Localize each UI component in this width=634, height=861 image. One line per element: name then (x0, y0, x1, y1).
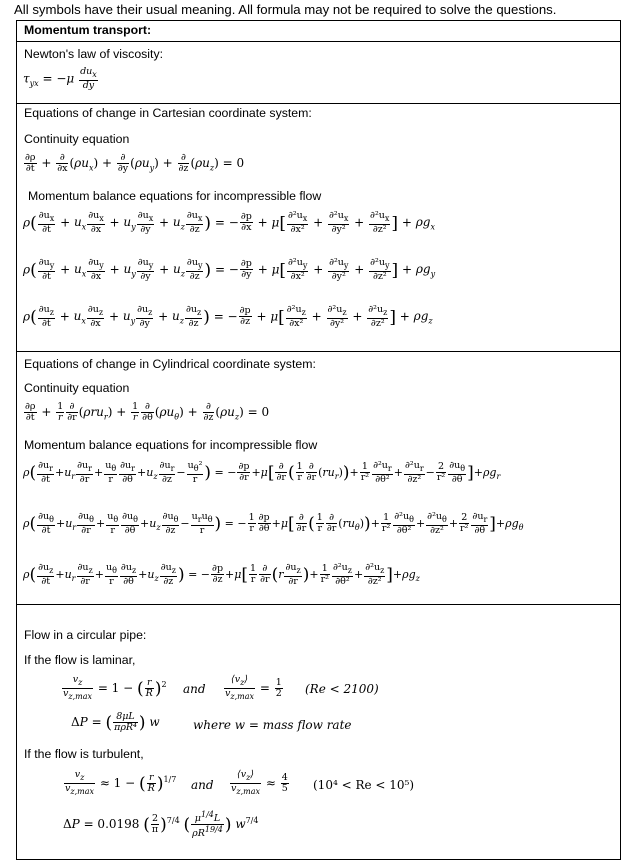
cylindrical-eq-r: ρ( $\frac{\partial u_r}{\partial t}$ $+u_r$ $\frac{\partial u_r}{\partial r}$ + $\frac{u_\theta}{r}$ $\frac{\partial u_r}{\partial\theta}$ $+u_z$ $\frac{\partial u_r}{\partial z}$ − $\frac{u_\theta^2}{r}$ ) = − $\frac{\partial p}{\partial r}$ +μ[ ∂ ∂r ( $\frac{1}{r}$ ∂ ∂r $(ru_r))+$ $\frac{1}{\text{r²}}$ $\frac{\partial^2u_r}{\text{∂θ²}}$ + $\frac{\partial^2u_r}{\text{∂z²}}$ − $\frac{2}{\text{r²}}$ $\frac{\partial u_\theta}{\partial\theta}$ ]$+\rho g_r$ (23, 460, 501, 485)
turbulent-reynolds: (10⁴ < Re < 10⁵) (313, 778, 415, 792)
cartesian-continuity-eq: $\frac{\partial\rho}{\partial t}$ + ∂ ∂x $(\rho u_x)$ + ∂ ∂y $(\rho u_y)$ + ∂ ∂z $(\rho u_z) = 0$ (25, 152, 245, 174)
laminar-eq-average: $⟨v_z⟩$ $v_{z,max}$ = $\frac{1}{2}$ (225, 674, 282, 701)
cartesian-eq-x: ρ( $\frac{\partial u_x}{\partial t}$ + $u_x$ $\frac{\partial u_x}{\partial x}$ + $u_y$ $\frac{\partial u_x}{\partial y}$ + $u_z$ $\frac{\partial u_x}{\partial z}$ ) = − $\frac{\partial p}{\partial x}$ + μ[ $\frac{\partial^2u_x}{\text{∂x²}}$ + $\frac{\partial^2u_x}{\text{∂y²}}$ + $\frac{\partial^2u_x}{\text{∂z²}}$ ] + $\rho g_x$ (23, 210, 435, 235)
momentum-title-row (17, 21, 620, 42)
laminar-where: where w = mass flow rate (193, 718, 352, 732)
turbulent-and: and (191, 778, 214, 792)
cylindrical-continuity-eq: $\frac{\partial\rho}{\partial t}$ + $\frac{1}{r}$ ∂ ∂r (ρru$_r$) + $\frac{1}{r}$ ∂ ∂θ $(\rho u_\theta)$ + ∂ ∂z $(\rho u_z) = 0$ (25, 401, 270, 423)
laminar-reynolds: (Re < 2100) (305, 682, 379, 696)
turbulent-pressure-drop: ΔP = 0.0198 ( $\frac{2}{\pi}$ )$^{7/4}$ ( $\frac{\mu^{1/4}L}{\rho R^{19/4}}$ ) $w^{7/4}$ (63, 810, 259, 840)
cartesian-eq-y: ρ( $\frac{\partial u_y}{\partial t}$ + $u_x$ $\frac{\partial u_y}{\partial x}$ + $u_y$ $\frac{\partial u_y}{\partial y}$ + $u_z$ $\frac{\partial u_y}{\partial z}$ ) = − $\frac{\partial p}{\partial y}$ + μ[ $\frac{\partial^2u_y}{\text{∂x²}}$ + $\frac{\partial^2u_y}{\text{∂y²}}$ + $\frac{\partial^2u_y}{\text{∂z²}}$ ] + $\rho g_y$ (23, 257, 436, 282)
cartesian-momentum-label: Momentum balance equations for incompressible flow (28, 189, 322, 203)
cylindrical-row (17, 351, 620, 605)
laminar-eq-velocity: $v_z$ $v_{z,max}$ = 1 − ( $\frac{r}{R}$ )$^2$ (63, 674, 167, 701)
pipe-title: Flow in a circular pipe: (24, 628, 147, 642)
cylindrical-eq-z: ρ( $\frac{\partial u_z}{\partial t}$ $+u_r$ $\frac{\partial u_z}{\partial r}$ + $\frac{u_\theta}{r}$ $\frac{\partial u_z}{\partial\theta}$ $+u_z$ $\frac{\partial u_z}{\partial z}$ ) = − $\frac{\partial p}{\partial z}$ +μ[ $\frac{1}{r}$ ∂ ∂r (r $\frac{\partial u_z}{\partial r}$ )+ $\frac{1}{\text{r²}}$ $\frac{\partial^2u_z}{\text{∂θ²}}$ + $\frac{\partial^2u_z}{\text{∂z²}}$ ]$+\rho g_z$ (23, 562, 420, 587)
pipe-row (17, 604, 620, 861)
header-note: All symbols have their usual meaning. All formula may not be required to solve the questions. (14, 2, 557, 17)
cylindrical-eq-theta: ρ( $\frac{\partial u_\theta}{\partial t}$ $+u_r$ $\frac{\partial u_\theta}{\partial r}$ + $\frac{u_\theta}{r}$ $\frac{\partial u_\theta}{\partial\theta}$ $+u_z$ $\frac{\partial u_\theta}{\partial z}$ − $u_ru_\theta$ r ) = − $\frac{1}{r}$ $\frac{\partial p}{\partial\theta}$ +μ[ ∂ ∂r ( $\frac{1}{r}$ ∂ ∂r $(ru_\theta))+$ $\frac{1}{\text{r²}}$ $\frac{\partial^2u_\theta}{\text{∂θ²}}$ + $\frac{\partial^2u_\theta}{\text{∂z²}}$ + $\frac{2}{\text{r²}}$ $\frac{\partial u_r}{\partial\theta}$ ]$+\rho g_\theta$ (23, 511, 524, 536)
momentum-title: Momentum transport: (24, 23, 152, 37)
newton-equation: $\tau_{yx} = -\mu$ $du_x$ dy (23, 66, 97, 91)
formula-sheet (16, 20, 621, 860)
turbulent-label: If the flow is turbulent, (24, 747, 144, 761)
cartesian-title: Equations of change in Cartesian coordinate system: (24, 106, 312, 120)
newton-label: Newton's law of viscosity: (24, 47, 164, 61)
laminar-pressure-drop: ΔP = ( 8μL πρR⁴ ) w (71, 711, 160, 733)
cylindrical-continuity-label: Continuity equation (24, 381, 130, 395)
turbulent-eq-average: $⟨v_z⟩$ $v_{z,max}$ ≈ $\frac{4}{5}$ (231, 769, 288, 796)
cartesian-row (17, 103, 620, 352)
cartesian-continuity-label: Continuity equation (24, 132, 130, 146)
laminar-and: and (183, 682, 206, 696)
cylindrical-momentum-label: Momentum balance equations for incompressible flow (24, 438, 318, 452)
cartesian-eq-z: ρ( $\frac{\partial u_z}{\partial t}$ + $u_x$ $\frac{\partial u_z}{\partial x}$ + $u_y$ $\frac{\partial u_z}{\partial y}$ + $u_z$ $\frac{\partial u_z}{\partial z}$ ) = − $\frac{\partial p}{\partial z}$ + μ[ $\frac{\partial^2u_z}{\text{∂x²}}$ + $\frac{\partial^2u_z}{\text{∂y²}}$ + $\frac{\partial^2u_z}{\text{∂z²}}$ ] + $\rho g_z$ (23, 304, 433, 329)
newton-row (17, 41, 620, 104)
cylindrical-title: Equations of change in Cylindrical coordinate system: (24, 357, 316, 371)
turbulent-eq-velocity: $v_z$ $v_{z,max}$ ≈ 1 − ( $\frac{r}{R}$ )$^{1/7}$ (65, 769, 177, 796)
laminar-label: If the flow is laminar, (24, 653, 136, 667)
